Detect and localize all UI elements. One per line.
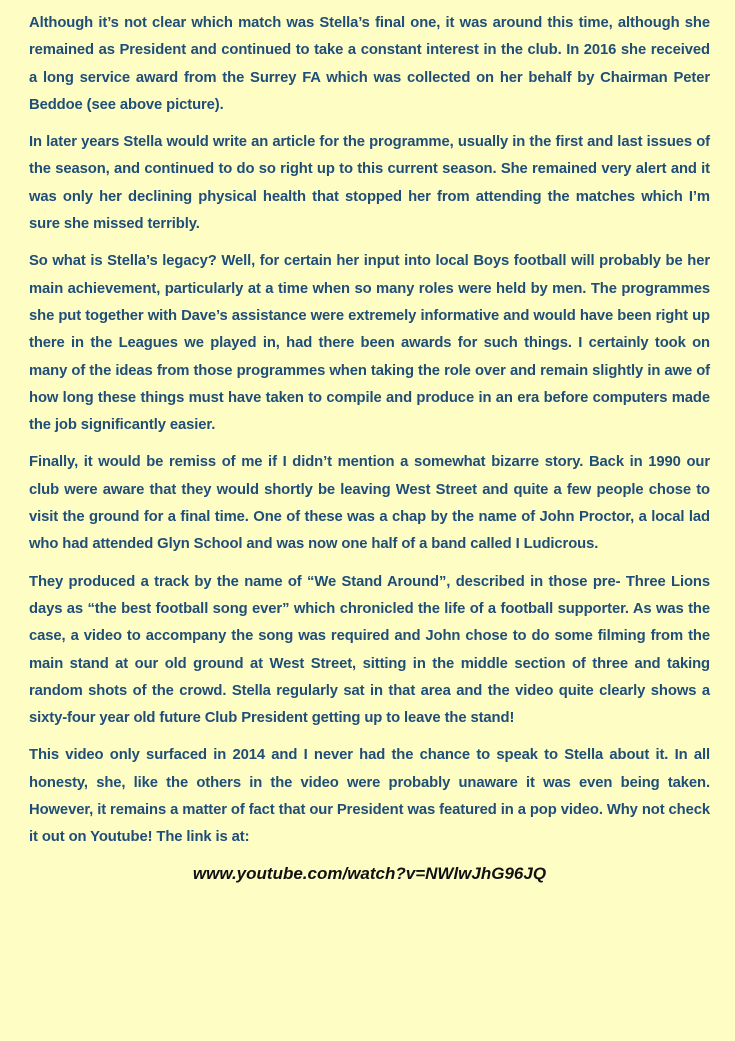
paragraph-legacy: So what is Stella’s legacy? Well, for certain her input into local Boys football will probably be her main achievement, particularly at a time when so many roles were held by men. The programmes she put together with Dave’s assistance were extremely informative and would have been right up there in the Leagues we played in, had there been awards for such things. I certainly took on many of the ideas from those programmes when taking the role over and remain slightly in awe of how long these things must have taken to compile and produce in an era before computers made the job significantly easier. [29, 253, 710, 434]
paragraph-programme-articles: In later years Stella would write an article for the programme, usually in the first and last issues of the season, and continued to do so right up to this current season. She remained very alert and it was only her declining physical health that stopped her from attending the matches which I’m sure she missed terribly. [29, 134, 710, 233]
paragraph-bizarre-story: Finally, it would be remiss of me if I didn’t mention a somewhat bizarre story. Back in 1990 our club were aware that they would shortly be leaving West Street and quite a few people chose to visit the ground for a final time. One of these was a chap by the name of John Proctor, a local lad who had attended Glyn School and was now one half of a band called I Ludicrous. [29, 454, 710, 553]
paragraph-pop-video: They produced a track by the name of “We Stand Around”, described in those pre- Three Lions days as “the best football song ever” which chronicled the life of a football supporter. As was the case, a video to accompany the song was required and John chose to do some filming from the main stand at our old ground at West Street, sitting in the middle section of three and taking random shots of the crowd. Stella regularly sat in that area and the video quite clearly shows a sixty-four year old future Club President getting up to leave the stand! [29, 573, 710, 727]
youtube-link[interactable]: www.youtube.com/watch?v=NWlwJhG96JQ [192, 863, 547, 883]
paragraph-final-match: Although it’s not clear which match was Stella’s final one, it was around this time, although she remained as President and continued to take a constant interest in the club. In 2016 she received a long service award from the Surrey FA which was collected on her behalf by Chairman Peter Beddoe (see above picture). [29, 15, 710, 113]
paragraph-youtube: This video only surfaced in 2014 and I never had the chance to speak to Stella about it. In all honesty, she, like the others in the video were probably unaware it was even being taken. However, it remains a matter of fact that our President was featured in a pop video. Why not check it out on Youtube! The link is at: [29, 747, 710, 846]
